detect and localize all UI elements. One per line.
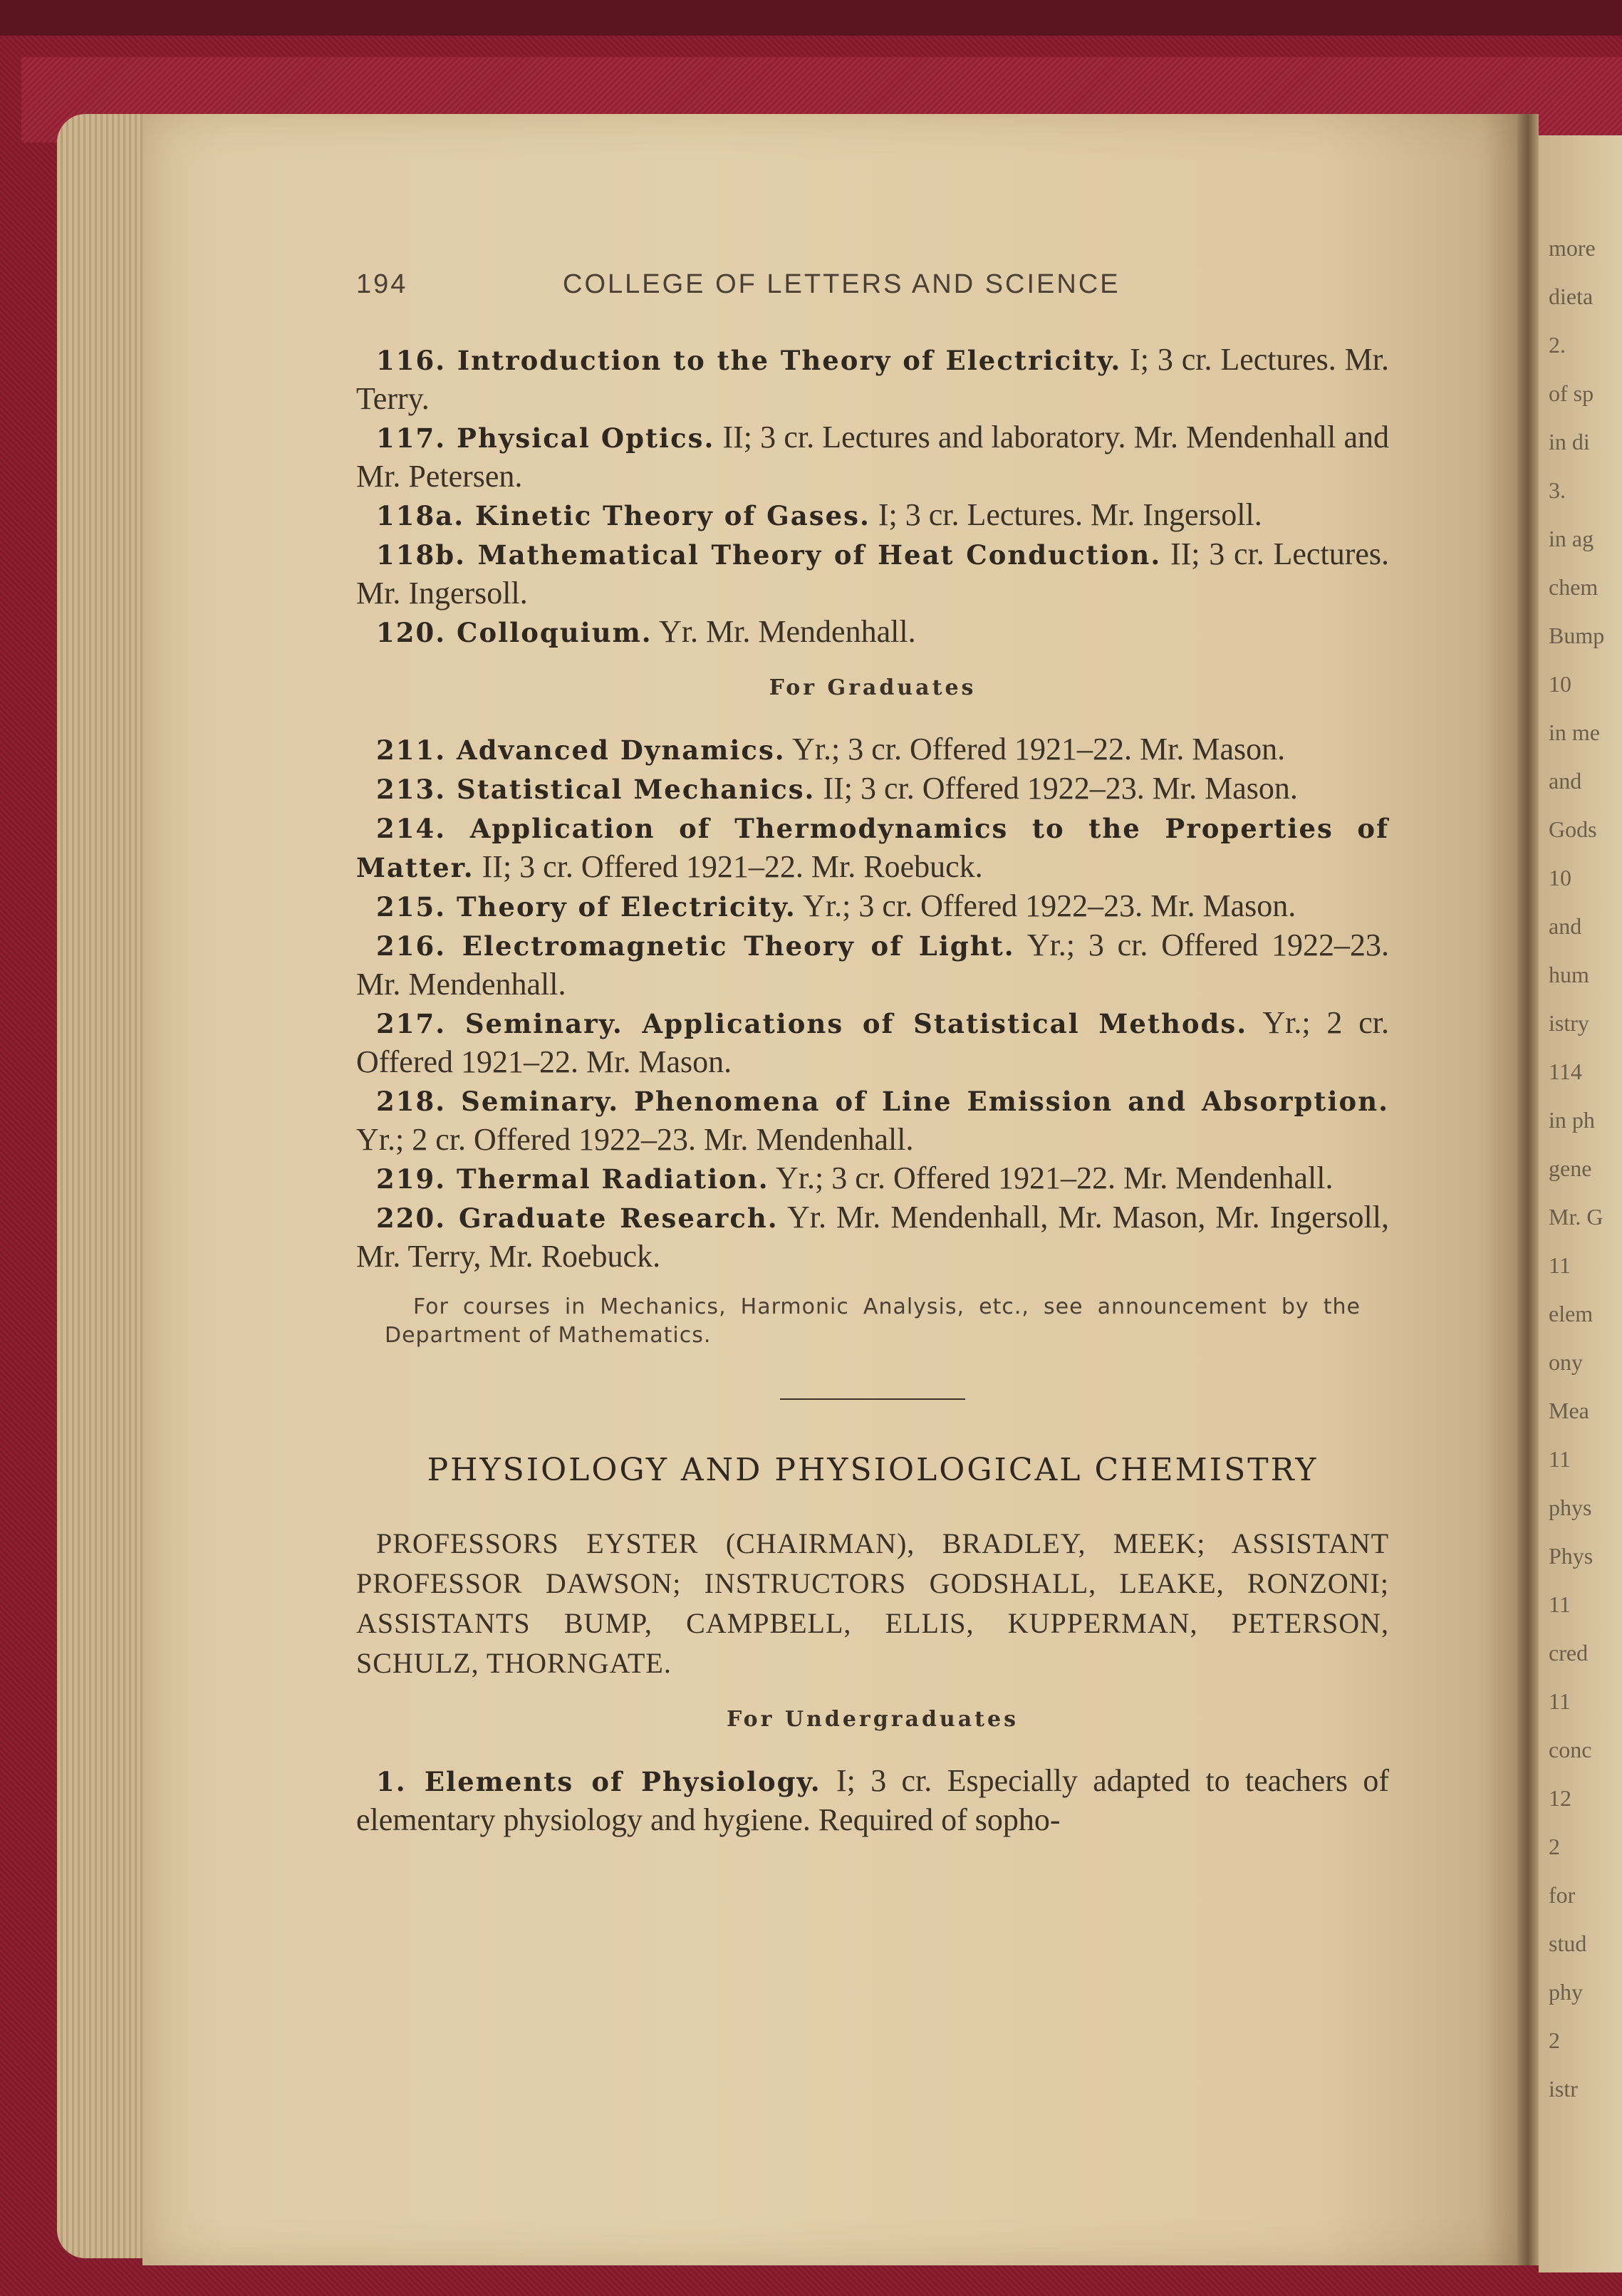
facing-page-fragment: cred — [1549, 1640, 1589, 1666]
facing-page-fragment: stud — [1549, 1931, 1587, 1956]
course-details: Yr.; 2 cr. Offered 1921–22. Mr. Mason. — [356, 1005, 1389, 1079]
facing-page-fragment: 2 — [1549, 1834, 1560, 1859]
course-entry — [356, 1762, 1389, 1839]
course-details: I; 3 cr. Lectures. Mr. Terry. — [356, 342, 1389, 416]
facing-page-fragment: 10 — [1549, 671, 1571, 697]
facing-page-fragment: conc — [1549, 1737, 1592, 1762]
course-list-graduates — [356, 730, 1389, 1276]
course-title: 219. Thermal Radiation. — [376, 1163, 769, 1195]
facing-page-fragment: 2. — [1549, 332, 1566, 358]
facing-page-fragment: Bump — [1549, 623, 1605, 648]
facing-page-fragment: Mr. G — [1549, 1204, 1603, 1230]
facing-page-fragment: Mea — [1549, 1398, 1589, 1423]
graduates-heading: For Graduates — [769, 675, 977, 700]
course-details: Yr. Mr. Mendenhall, Mr. Mason, Mr. Ingersoll, Mr. Terry, Mr. Roebuck. — [356, 1200, 1389, 1274]
facing-page-fragment: gene — [1549, 1155, 1592, 1181]
course-entry — [356, 1004, 1389, 1081]
section-divider — [780, 1398, 965, 1400]
facing-page-fragment: ony — [1549, 1349, 1583, 1375]
facing-page-fragment: 114 — [1549, 1059, 1582, 1084]
facing-page-fragment: in me — [1549, 720, 1600, 745]
course-entry — [356, 418, 1389, 496]
course-title: 215. Theory of Electricity. — [376, 891, 796, 923]
course-title: 216. Electromagnetic Theory of Light. — [376, 930, 1015, 962]
course-title: 213. Statistical Mechanics. — [376, 774, 816, 805]
course-title: 120. Colloquium. — [376, 617, 653, 648]
course-details: Yr.; 3 cr. Offered 1922–23. Mr. Mendenhall. — [356, 928, 1389, 1002]
department-title: PHYSIOLOGY AND PHYSIOLOGICAL CHEMISTRY — [427, 1452, 1319, 1488]
course-entry — [356, 809, 1389, 887]
course-entry — [356, 926, 1389, 1004]
course-title: 118a. Kinetic Theory of Gases. — [376, 500, 870, 531]
course-title: 214. Application of Thermodynamics to the Properties of Matter. — [356, 813, 1389, 883]
mechanics-note: For courses in Mechanics, Harmonic Analysis, etc., see announcement by the Department of Mathematics. — [385, 1294, 1361, 1348]
facing-page-fragment: more — [1549, 235, 1596, 261]
facing-page-fragment: 11 — [1549, 1446, 1571, 1472]
course-details: Yr.; 2 cr. Offered 1922–23. Mr. Mendenhall. — [356, 1122, 914, 1157]
facing-page-fragment: 10 — [1549, 865, 1571, 890]
facing-page-fragment: chem — [1549, 574, 1598, 600]
course-details: II; 3 cr. Lectures and laboratory. Mr. Mendenhall and Mr. Petersen. — [356, 420, 1389, 494]
facing-page-fragment: 2 — [1549, 2027, 1560, 2053]
facing-page-fragment: istr — [1549, 2076, 1578, 2102]
course-entry — [356, 1081, 1389, 1159]
running-head — [356, 269, 1368, 305]
facing-page-fragment: Gods — [1549, 816, 1597, 842]
course-entry — [356, 1159, 1389, 1198]
facing-page-fragment: elem — [1549, 1301, 1594, 1326]
course-details: II; 3 cr. Offered 1922–23. Mr. Mason. — [815, 771, 1298, 806]
facing-page-fragment: for — [1549, 1882, 1576, 1908]
course-title: 220. Graduate Research. — [376, 1202, 779, 1234]
course-title: 217. Seminary. Applications of Statistical Methods. — [376, 1008, 1248, 1039]
course-title: 1. Elements of Physiology. — [376, 1766, 821, 1797]
facing-page-fragment: 12 — [1549, 1785, 1571, 1811]
course-details: Yr.; 3 cr. Offered 1921–22. Mr. Mason. — [785, 732, 1286, 767]
course-title: 117. Physical Optics. — [376, 422, 715, 454]
course-details: II; 3 cr. Offered 1921–22. Mr. Roebuck. — [474, 849, 983, 884]
facing-page-fragment: in ph — [1549, 1107, 1595, 1133]
body-text — [356, 341, 1389, 1839]
facing-page-fragment: and — [1549, 768, 1582, 794]
undergraduates-heading: For Undergraduates — [726, 1707, 1019, 1732]
course-entry — [356, 1198, 1389, 1276]
facing-page-fragment: phy — [1549, 1979, 1583, 2005]
page-number: 194 — [356, 269, 408, 299]
course-title: 116. Introduction to the Theory of Electricity. — [376, 345, 1122, 376]
facing-page-fragment: hum — [1549, 962, 1589, 987]
course-entry — [356, 769, 1389, 809]
course-entry — [356, 887, 1389, 926]
facing-page-fragment: phys — [1549, 1495, 1592, 1520]
course-entry — [356, 496, 1389, 535]
course-title: 218. Seminary. Phenomena of Line Emission and Absorption. — [376, 1086, 1389, 1117]
course-entry — [356, 535, 1389, 613]
course-details: Yr. Mr. Mendenhall. — [652, 614, 916, 649]
course-details: II; 3 cr. Lectures. Mr. Ingersoll. — [356, 536, 1389, 611]
facing-page-fragment: 11 — [1549, 1688, 1571, 1714]
course-details: Yr.; 3 cr. Offered 1922–23. Mr. Mason. — [796, 888, 1296, 923]
facing-page-fragment: 11 — [1549, 1252, 1571, 1278]
course-details: I; 3 cr. Especially adapted to teachers of elementary physiology and hygiene. Required of sopho- — [356, 1763, 1390, 1837]
facing-page-fragment: Phys — [1549, 1543, 1594, 1569]
course-details: I; 3 cr. Lectures. Mr. Ingersoll. — [870, 497, 1262, 532]
facing-page-fragment: 3. — [1549, 477, 1566, 503]
running-head-title: COLLEGE OF LETTERS AND SCIENCE — [563, 269, 1121, 299]
facing-page-fragment: in di — [1549, 429, 1590, 454]
course-details: Yr.; 3 cr. Offered 1921–22. Mr. Mendenhall. — [769, 1160, 1334, 1195]
course-title: 118b. Mathematical Theory of Heat Conduction. — [376, 539, 1162, 571]
faculty-list: PROFESSORS EYSTER (CHAIRMAN), BRADLEY, MEEK; ASSISTANT PROFESSOR DAWSON; INSTRUCTORS GODSHALL, LEAKE, RONZONI; ASSISTANTS BUMP, CAMPBELL, ELLIS, KUPPERMAN, PETERSON, SCHULZ, THORNGATE. — [356, 1527, 1389, 1679]
facing-page-fragment: in ag — [1549, 526, 1594, 551]
facing-page-fragment: and — [1549, 913, 1582, 939]
course-entry — [356, 341, 1389, 418]
facing-page-fragment: of sp — [1549, 380, 1594, 406]
course-entry — [356, 730, 1389, 769]
facing-page-fragment: istry — [1549, 1010, 1589, 1036]
course-entry — [356, 613, 1389, 652]
course-list-part1 — [356, 341, 1389, 652]
facing-page-fragment: 11 — [1549, 1591, 1571, 1617]
facing-page-fragment: dieta — [1549, 284, 1594, 309]
course-title: 211. Advanced Dynamics. — [376, 734, 786, 766]
